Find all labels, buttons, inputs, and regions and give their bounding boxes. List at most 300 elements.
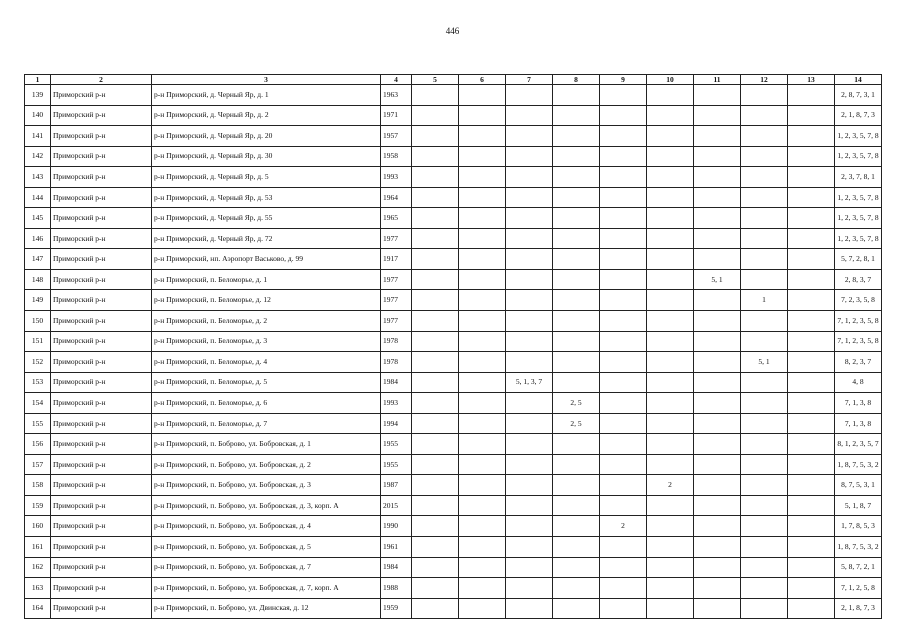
- col7-cell: [506, 269, 553, 290]
- column-header-11: 11: [694, 75, 741, 85]
- address-cell: р-н Приморский, п. Беломорье, д. 1: [152, 269, 381, 290]
- header-row: [25, 75, 882, 85]
- row-number-cell: 164: [25, 598, 51, 619]
- column-header-4: 4: [381, 75, 412, 85]
- col10-cell: [647, 372, 694, 393]
- col5-cell: [412, 454, 459, 475]
- col10-cell: [647, 393, 694, 414]
- col10-cell: [647, 578, 694, 599]
- col6-cell: [459, 598, 506, 619]
- col12-cell: [741, 454, 788, 475]
- col11-cell: [694, 352, 741, 373]
- col6-cell: [459, 434, 506, 455]
- col12-cell: [741, 372, 788, 393]
- row-number-cell: 145: [25, 208, 51, 229]
- year-cell: 1977: [381, 228, 412, 249]
- column-header-10: 10: [647, 75, 694, 85]
- col6-cell: [459, 578, 506, 599]
- col9-cell: [600, 475, 647, 496]
- col10-cell: [647, 269, 694, 290]
- col12-cell: [741, 578, 788, 599]
- col6-cell: [459, 454, 506, 475]
- col5-cell: [412, 598, 459, 619]
- address-cell: р-н Приморский, д. Черный Яр, д. 30: [152, 146, 381, 167]
- district-cell: Приморский р-н: [51, 105, 152, 126]
- col12-cell: [741, 269, 788, 290]
- col10-cell: [647, 516, 694, 537]
- col9-cell: [600, 311, 647, 332]
- district-cell: Приморский р-н: [51, 146, 152, 167]
- col5-cell: [412, 167, 459, 188]
- table-row: [25, 249, 882, 270]
- col8-cell: 2, 5: [553, 393, 600, 414]
- column-header-3: 3: [152, 75, 381, 85]
- col14-cell: 8, 2, 3, 7: [835, 352, 882, 373]
- col6-cell: [459, 475, 506, 496]
- col13-cell: [788, 495, 835, 516]
- col12-cell: [741, 167, 788, 188]
- address-cell: р-н Приморский, п. Беломорье, д. 6: [152, 393, 381, 414]
- col7-cell: [506, 557, 553, 578]
- col6-cell: [459, 208, 506, 229]
- row-number-cell: 143: [25, 167, 51, 188]
- col8-cell: [553, 352, 600, 373]
- col9-cell: [600, 331, 647, 352]
- table-row: [25, 290, 882, 311]
- col10-cell: [647, 249, 694, 270]
- col7-cell: [506, 105, 553, 126]
- table-row: [25, 228, 882, 249]
- table-row: [25, 105, 882, 126]
- table-row: [25, 495, 882, 516]
- col8-cell: [553, 249, 600, 270]
- col8-cell: [553, 475, 600, 496]
- col9-cell: [600, 393, 647, 414]
- address-cell: р-н Приморский, п. Боброво, ул. Бобровская, д. 3: [152, 475, 381, 496]
- year-cell: 1977: [381, 290, 412, 311]
- address-cell: р-н Приморский, п. Боброво, ул. Бобровская, д. 3, корп. А: [152, 495, 381, 516]
- row-number-cell: 158: [25, 475, 51, 496]
- row-number-cell: 151: [25, 331, 51, 352]
- row-number-cell: 150: [25, 311, 51, 332]
- district-cell: Приморский р-н: [51, 290, 152, 311]
- table-row: [25, 187, 882, 208]
- col6-cell: [459, 413, 506, 434]
- year-cell: 1993: [381, 167, 412, 188]
- col14-cell: 1, 7, 8, 5, 3: [835, 516, 882, 537]
- col5-cell: [412, 228, 459, 249]
- col10-cell: [647, 208, 694, 229]
- col6-cell: [459, 352, 506, 373]
- col6-cell: [459, 105, 506, 126]
- col6-cell: [459, 167, 506, 188]
- col9-cell: [600, 598, 647, 619]
- col6-cell: [459, 557, 506, 578]
- col13-cell: [788, 393, 835, 414]
- col11-cell: [694, 105, 741, 126]
- row-number-cell: 163: [25, 578, 51, 599]
- address-cell: р-н Приморский, п. Беломорье, д. 7: [152, 413, 381, 434]
- year-cell: 1971: [381, 105, 412, 126]
- col13-cell: [788, 85, 835, 106]
- col7-cell: [506, 475, 553, 496]
- col7-cell: [506, 516, 553, 537]
- col10-cell: [647, 598, 694, 619]
- col14-cell: 2, 1, 8, 7, 3: [835, 105, 882, 126]
- col11-cell: [694, 331, 741, 352]
- year-cell: 1963: [381, 85, 412, 106]
- col11-cell: [694, 372, 741, 393]
- col7-cell: [506, 187, 553, 208]
- col12-cell: [741, 126, 788, 147]
- col8-cell: [553, 290, 600, 311]
- col11-cell: [694, 290, 741, 311]
- district-cell: Приморский р-н: [51, 434, 152, 455]
- address-cell: р-н Приморский, д. Черный Яр, д. 55: [152, 208, 381, 229]
- col12-cell: [741, 475, 788, 496]
- row-number-cell: 140: [25, 105, 51, 126]
- district-cell: Приморский р-н: [51, 557, 152, 578]
- col10-cell: [647, 228, 694, 249]
- col12-cell: [741, 105, 788, 126]
- row-number-cell: 141: [25, 126, 51, 147]
- col7-cell: [506, 331, 553, 352]
- col7-cell: [506, 352, 553, 373]
- col13-cell: [788, 475, 835, 496]
- col8-cell: [553, 311, 600, 332]
- col12-cell: [741, 393, 788, 414]
- year-cell: 1993: [381, 393, 412, 414]
- address-cell: р-н Приморский, п. Беломорье, д. 3: [152, 331, 381, 352]
- col10-cell: 2: [647, 475, 694, 496]
- table-row: [25, 557, 882, 578]
- district-cell: Приморский р-н: [51, 331, 152, 352]
- col7-cell: [506, 126, 553, 147]
- row-number-cell: 155: [25, 413, 51, 434]
- col5-cell: [412, 475, 459, 496]
- row-number-cell: 160: [25, 516, 51, 537]
- column-header-6: 6: [459, 75, 506, 85]
- col8-cell: [553, 598, 600, 619]
- col9-cell: [600, 228, 647, 249]
- column-header-1: 1: [25, 75, 51, 85]
- col11-cell: [694, 187, 741, 208]
- col7-cell: 5, 1, 3, 7: [506, 372, 553, 393]
- table-row: [25, 146, 882, 167]
- col9-cell: [600, 557, 647, 578]
- col8-cell: [553, 167, 600, 188]
- district-cell: Приморский р-н: [51, 516, 152, 537]
- address-cell: р-н Приморский, п. Боброво, ул. Бобровская, д. 4: [152, 516, 381, 537]
- col5-cell: [412, 208, 459, 229]
- col14-cell: 1, 2, 3, 5, 7, 8: [835, 146, 882, 167]
- col14-cell: 7, 2, 3, 5, 8: [835, 290, 882, 311]
- district-cell: Приморский р-н: [51, 454, 152, 475]
- col10-cell: [647, 187, 694, 208]
- col8-cell: [553, 434, 600, 455]
- table-row: [25, 598, 882, 619]
- col8-cell: [553, 372, 600, 393]
- col6-cell: [459, 537, 506, 558]
- col12-cell: [741, 85, 788, 106]
- row-number-cell: 147: [25, 249, 51, 270]
- address-cell: р-н Приморский, п. Боброво, ул. Бобровская, д. 7: [152, 557, 381, 578]
- col5-cell: [412, 85, 459, 106]
- col13-cell: [788, 311, 835, 332]
- address-cell: р-н Приморский, п. Боброво, ул. Двинская, д. 12: [152, 598, 381, 619]
- col11-cell: [694, 413, 741, 434]
- col11-cell: [694, 146, 741, 167]
- col11-cell: [694, 393, 741, 414]
- col10-cell: [647, 434, 694, 455]
- col9-cell: [600, 578, 647, 599]
- col13-cell: [788, 372, 835, 393]
- table-row: [25, 311, 882, 332]
- col5-cell: [412, 557, 459, 578]
- col14-cell: 7, 1, 2, 5, 8: [835, 578, 882, 599]
- row-number-cell: 161: [25, 537, 51, 558]
- col14-cell: 2, 8, 3, 7: [835, 269, 882, 290]
- district-cell: Приморский р-н: [51, 126, 152, 147]
- table-row: [25, 85, 882, 106]
- col12-cell: [741, 557, 788, 578]
- col11-cell: [694, 126, 741, 147]
- col13-cell: [788, 105, 835, 126]
- col5-cell: [412, 516, 459, 537]
- table-row: [25, 454, 882, 475]
- year-cell: 1957: [381, 126, 412, 147]
- col7-cell: [506, 311, 553, 332]
- col6-cell: [459, 249, 506, 270]
- table-row: [25, 352, 882, 373]
- address-cell: р-н Приморский, п. Боброво, ул. Бобровская, д. 1: [152, 434, 381, 455]
- col6-cell: [459, 85, 506, 106]
- col13-cell: [788, 249, 835, 270]
- col10-cell: [647, 331, 694, 352]
- col8-cell: [553, 557, 600, 578]
- col11-cell: [694, 578, 741, 599]
- col13-cell: [788, 126, 835, 147]
- col11-cell: [694, 208, 741, 229]
- col12-cell: [741, 187, 788, 208]
- address-cell: р-н Приморский, п. Боброво, ул. Бобровская, д. 7, корп. А: [152, 578, 381, 599]
- col11-cell: [694, 85, 741, 106]
- row-number-cell: 139: [25, 85, 51, 106]
- year-cell: 1984: [381, 557, 412, 578]
- col9-cell: [600, 187, 647, 208]
- col9-cell: [600, 249, 647, 270]
- year-cell: 1978: [381, 331, 412, 352]
- col8-cell: [553, 85, 600, 106]
- col9-cell: [600, 352, 647, 373]
- col7-cell: [506, 434, 553, 455]
- row-number-cell: 156: [25, 434, 51, 455]
- year-cell: 1990: [381, 516, 412, 537]
- col5-cell: [412, 269, 459, 290]
- table-row: [25, 372, 882, 393]
- col11-cell: [694, 516, 741, 537]
- col13-cell: [788, 187, 835, 208]
- col5-cell: [412, 187, 459, 208]
- district-cell: Приморский р-н: [51, 475, 152, 496]
- col12-cell: [741, 228, 788, 249]
- col14-cell: 7, 1, 3, 8: [835, 413, 882, 434]
- address-cell: р-н Приморский, п. Беломорье, д. 5: [152, 372, 381, 393]
- col13-cell: [788, 228, 835, 249]
- col12-cell: [741, 331, 788, 352]
- col7-cell: [506, 495, 553, 516]
- col10-cell: [647, 146, 694, 167]
- col5-cell: [412, 413, 459, 434]
- col8-cell: 2, 5: [553, 413, 600, 434]
- col12-cell: [741, 146, 788, 167]
- col11-cell: [694, 249, 741, 270]
- address-cell: р-н Приморский, п. Боброво, ул. Бобровская, д. 5: [152, 537, 381, 558]
- col14-cell: 5, 1, 8, 7: [835, 495, 882, 516]
- district-cell: Приморский р-н: [51, 413, 152, 434]
- col5-cell: [412, 393, 459, 414]
- column-header-2: 2: [51, 75, 152, 85]
- col13-cell: [788, 537, 835, 558]
- col10-cell: [647, 454, 694, 475]
- col10-cell: [647, 167, 694, 188]
- col9-cell: [600, 290, 647, 311]
- col13-cell: [788, 454, 835, 475]
- row-number-cell: 142: [25, 146, 51, 167]
- col11-cell: [694, 537, 741, 558]
- col9-cell: [600, 495, 647, 516]
- col5-cell: [412, 311, 459, 332]
- col14-cell: 1, 2, 3, 5, 7, 8: [835, 187, 882, 208]
- col7-cell: [506, 146, 553, 167]
- address-cell: р-н Приморский, д. Черный Яр, д. 2: [152, 105, 381, 126]
- col8-cell: [553, 269, 600, 290]
- column-header-9: 9: [600, 75, 647, 85]
- year-cell: 1988: [381, 578, 412, 599]
- col10-cell: [647, 290, 694, 311]
- col5-cell: [412, 578, 459, 599]
- table-row: [25, 413, 882, 434]
- row-number-cell: 154: [25, 393, 51, 414]
- col10-cell: [647, 537, 694, 558]
- year-cell: 1955: [381, 434, 412, 455]
- table-row: [25, 434, 882, 455]
- col7-cell: [506, 228, 553, 249]
- col8-cell: [553, 454, 600, 475]
- table-row: [25, 475, 882, 496]
- district-cell: Приморский р-н: [51, 269, 152, 290]
- col5-cell: [412, 290, 459, 311]
- col5-cell: [412, 331, 459, 352]
- col8-cell: [553, 126, 600, 147]
- district-cell: Приморский р-н: [51, 208, 152, 229]
- col6-cell: [459, 146, 506, 167]
- col12-cell: [741, 598, 788, 619]
- address-cell: р-н Приморский, д. Черный Яр, д. 5: [152, 167, 381, 188]
- col11-cell: [694, 167, 741, 188]
- col13-cell: [788, 434, 835, 455]
- col7-cell: [506, 454, 553, 475]
- address-cell: р-н Приморский, п. Беломорье, д. 2: [152, 311, 381, 332]
- col7-cell: [506, 85, 553, 106]
- col8-cell: [553, 537, 600, 558]
- col7-cell: [506, 290, 553, 311]
- col14-cell: 2, 3, 7, 8, 1: [835, 167, 882, 188]
- col9-cell: [600, 105, 647, 126]
- col10-cell: [647, 311, 694, 332]
- col14-cell: 5, 8, 7, 2, 1: [835, 557, 882, 578]
- table-row: [25, 126, 882, 147]
- col13-cell: [788, 413, 835, 434]
- table-row: [25, 331, 882, 352]
- col6-cell: [459, 126, 506, 147]
- address-cell: р-н Приморский, п. Беломорье, д. 12: [152, 290, 381, 311]
- col7-cell: [506, 208, 553, 229]
- col9-cell: [600, 146, 647, 167]
- col9-cell: [600, 126, 647, 147]
- col9-cell: [600, 537, 647, 558]
- district-cell: Приморский р-н: [51, 352, 152, 373]
- col14-cell: 7, 1, 2, 3, 5, 8: [835, 311, 882, 332]
- col14-cell: 4, 8: [835, 372, 882, 393]
- table-row: [25, 208, 882, 229]
- col13-cell: [788, 146, 835, 167]
- col10-cell: [647, 557, 694, 578]
- district-cell: Приморский р-н: [51, 578, 152, 599]
- col5-cell: [412, 352, 459, 373]
- col12-cell: [741, 495, 788, 516]
- col13-cell: [788, 290, 835, 311]
- col9-cell: [600, 454, 647, 475]
- address-cell: р-н Приморский, д. Черный Яр, д. 53: [152, 187, 381, 208]
- register-table: [24, 74, 882, 619]
- district-cell: Приморский р-н: [51, 228, 152, 249]
- col5-cell: [412, 249, 459, 270]
- row-number-cell: 162: [25, 557, 51, 578]
- col13-cell: [788, 352, 835, 373]
- col7-cell: [506, 537, 553, 558]
- col10-cell: [647, 413, 694, 434]
- col6-cell: [459, 269, 506, 290]
- col11-cell: [694, 434, 741, 455]
- col12-cell: [741, 434, 788, 455]
- col9-cell: [600, 167, 647, 188]
- col5-cell: [412, 105, 459, 126]
- col9-cell: [600, 208, 647, 229]
- row-number-cell: 159: [25, 495, 51, 516]
- col9-cell: [600, 372, 647, 393]
- col6-cell: [459, 290, 506, 311]
- col5-cell: [412, 495, 459, 516]
- district-cell: Приморский р-н: [51, 167, 152, 188]
- col10-cell: [647, 85, 694, 106]
- col7-cell: [506, 598, 553, 619]
- col11-cell: [694, 475, 741, 496]
- address-cell: р-н Приморский, нп. Аэропорт Васьково, д. 99: [152, 249, 381, 270]
- col14-cell: 1, 8, 7, 5, 3, 2: [835, 454, 882, 475]
- col14-cell: 8, 1, 2, 3, 5, 7: [835, 434, 882, 455]
- district-cell: Приморский р-н: [51, 372, 152, 393]
- col10-cell: [647, 126, 694, 147]
- address-cell: р-н Приморский, д. Черный Яр, д. 1: [152, 85, 381, 106]
- col14-cell: 1, 2, 3, 5, 7, 8: [835, 228, 882, 249]
- district-cell: Приморский р-н: [51, 537, 152, 558]
- col8-cell: [553, 208, 600, 229]
- col10-cell: [647, 495, 694, 516]
- col12-cell: [741, 208, 788, 229]
- year-cell: 1994: [381, 413, 412, 434]
- col13-cell: [788, 269, 835, 290]
